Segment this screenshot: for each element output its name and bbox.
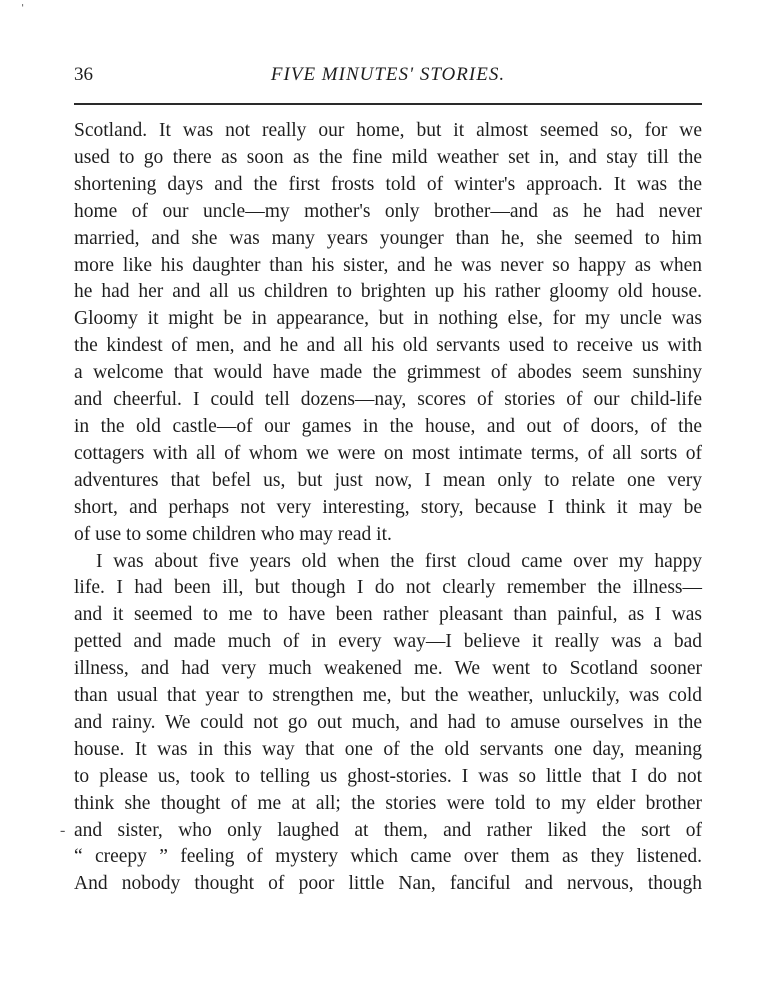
text-line: a welcome that would have made the grimmest of abodes seem sunshiny [74, 362, 702, 384]
text-line: the kindest of men, and he and all his old servants used to receive us with [74, 335, 702, 357]
text-line: and sister, who only laughed at them, and rather liked the sort of [74, 819, 702, 841]
body-text [74, 118, 702, 898]
text-line: Scotland. It was not really our home, but it almost seemed so, for we [74, 120, 702, 141]
text-line: illness, and had very much weakened me. We went to Scotland sooner [74, 658, 702, 680]
text-line: of use to some children who may read it. [74, 523, 392, 545]
text-line: cottagers with all of whom we were on most intimate terms, of all sorts of [74, 442, 702, 464]
text-line: more like his daughter than his sister, and he was never so happy as when [74, 254, 702, 276]
text-line: house. It was in this way that one of the old servants one day, meaning [74, 738, 702, 760]
text-line: home of our uncle—my mother's only brother—and as he had never [74, 200, 702, 222]
margin-dash-mark: - [60, 822, 66, 839]
running-title: FIVE MINUTES' STORIES. [270, 64, 506, 85]
text-line: he had her and all us children to brighten up his rather gloomy old house. [74, 281, 702, 303]
text-line: and rainy. We could not go out much, and had to amuse ourselves in the [74, 711, 702, 733]
text-line: Gloomy it might be in appearance, but in nothing else, for my uncle was [74, 308, 702, 330]
paragraph-2 [74, 549, 702, 899]
text-line: “ creepy ” feeling of mystery which came over them as they listened. [74, 846, 702, 868]
text-line: to please us, took to telling us ghost-stories. I was so little that I do not [74, 765, 702, 787]
page-number: 36 [74, 64, 93, 85]
text-line: adventures that befel us, but just now, I mean only to relate one very [74, 469, 702, 491]
text-line: and cheerful. I could tell dozens—nay, scores of stories of our child-life [74, 389, 702, 411]
text-line: married, and she was many years younger than he, she seemed to him [74, 227, 702, 249]
text-line: I was about five years old when the first cloud came over my happy [96, 550, 702, 572]
text-line: shortening days and the first frosts told of winter's approach. It was the [74, 173, 702, 195]
text-line: than usual that year to strengthen me, but the weather, unluckily, was cold [74, 685, 702, 707]
text-line: in the old castle—of our games in the house, and out of doors, of the [74, 415, 702, 437]
header-rule [74, 103, 702, 105]
scan-tick-mark: ˈ [20, 2, 26, 19]
text-line: petted and made much of in every way—I believe it really was a bad [74, 631, 702, 653]
text-line: think she thought of me at all; the stories were told to my elder brother [74, 792, 702, 814]
text-line: And nobody thought of poor little Nan, fanciful and nervous, though [74, 873, 702, 895]
paragraph-1 [74, 118, 702, 549]
text-line: and it seemed to me to have been rather pleasant than painful, as I was [74, 604, 702, 626]
text-line: life. I had been ill, but though I do not clearly remember the illness— [74, 577, 702, 599]
text-line: short, and perhaps not very interesting, story, because I think it may be [74, 496, 702, 518]
text-line: used to go there as soon as the fine mild weather set in, and stay till the [74, 146, 702, 168]
running-header [74, 64, 702, 90]
